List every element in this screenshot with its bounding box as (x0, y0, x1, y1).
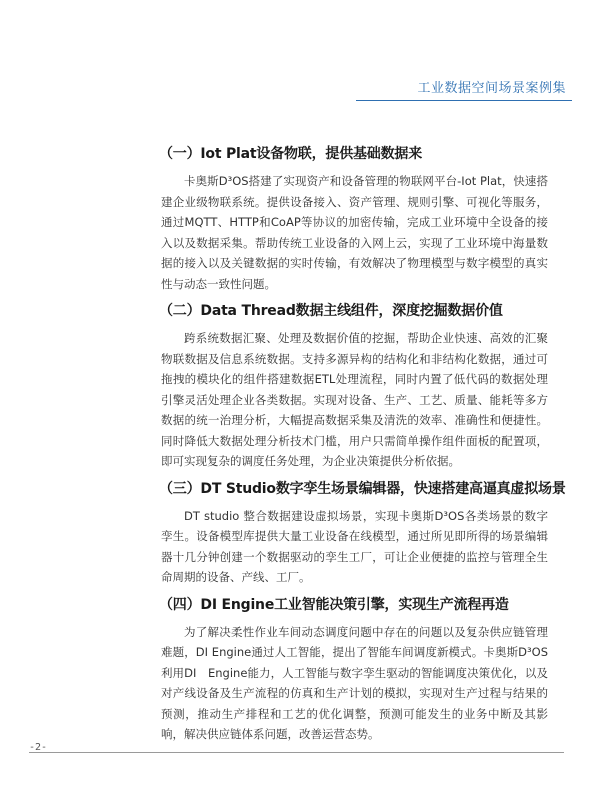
document-body (159, 145, 566, 753)
section-paragraph: 为了解决柔性作业车间动态调度问题中存在的问题以及复杂供应链管理难题，DI Engine通过人工智能，提出了智能车间调度新模式。卡奥斯D³OS利用DI Engine能力，人工智能与数字孪生驱动的智能调度决策优化，以及对产线设备及生产流程的仿真和生产计划的模拟，实现对生产过程与结果的预测，推动生产排程和工艺的优化调整，预测可能发生的业务中断及其影响，解决供应链体系问题，改善运营态势。 (161, 624, 548, 741)
section-heading: （二）Data Thread数据主线组件，深度挖掘数据价值 (159, 303, 503, 319)
section-di-engine (161, 596, 548, 745)
page-number: -2- (29, 742, 48, 753)
section-dt-studio (159, 480, 566, 588)
section-data-thread (161, 302, 548, 472)
section-paragraph: 跨系统数据汇聚、处理及数据价值的挖掘，帮助企业快速、高效的汇聚物联数据及信息系统数据。支持多源异构的结构化和非结构化数据，通过可拖拽的模块化的组件搭建数据ETL处理流程，同时内置了低代码的数据处理引擎灵活处理企业各类数据。实现对设备、生产、工艺、质量、能耗等多方数据的统一治理分析，大幅提高数据采集及清洗的效率、准确性和便捷性。同时降低大数据处理分析技术门槛，用户只需简单操作组件面板的配置项，即可实现复杂的调度任务处理，为企业决策提供分析依据。 (161, 331, 548, 468)
section-heading: （三）DT Studio数字孪生场景编辑器，快速搭建高逼真虚拟场景 (159, 480, 566, 497)
footer-rule (29, 752, 564, 753)
section-heading: （一）Iot Plat设备物联，提供基础数据来 (159, 146, 422, 162)
running-header-title: 工业数据空间场景案例集 (417, 81, 566, 96)
section-paragraph: 卡奥斯D³OS搭建了实现资产和设备管理的物联网平台-Iot Plat，快速搭建企业级物联系统。提供设备接入、资产管理、规则引擎、可视化等服务，通过MQTT、HTTP和CoAP等协议的加密传输，完成工业环境中全设备的接入以及数据采集。帮助传统工业设备的入网上云，实现了工业环境中海量数据的接入以及关键数据的实时传输，有效解决了物理模型与数字模型的真实性与动态一致性问题。 (161, 174, 548, 291)
section-paragraph: DT studio 整合数据建设虚拟场景，实现卡奥斯D³OS各类场景的数字孪生。设备模型库提供大量工业设备在线模型，通过所见即所得的场景编辑器十几分钟创建一个数据驱动的孪生工厂，可让企业便捷的监控与管理全生命周期的设备、产线、工厂。 (161, 508, 548, 584)
section-iot-plat (161, 145, 548, 294)
section-heading: （四）DI Engine工业智能决策引擎，实现生产流程再造 (159, 596, 509, 613)
header-rule (356, 100, 572, 101)
